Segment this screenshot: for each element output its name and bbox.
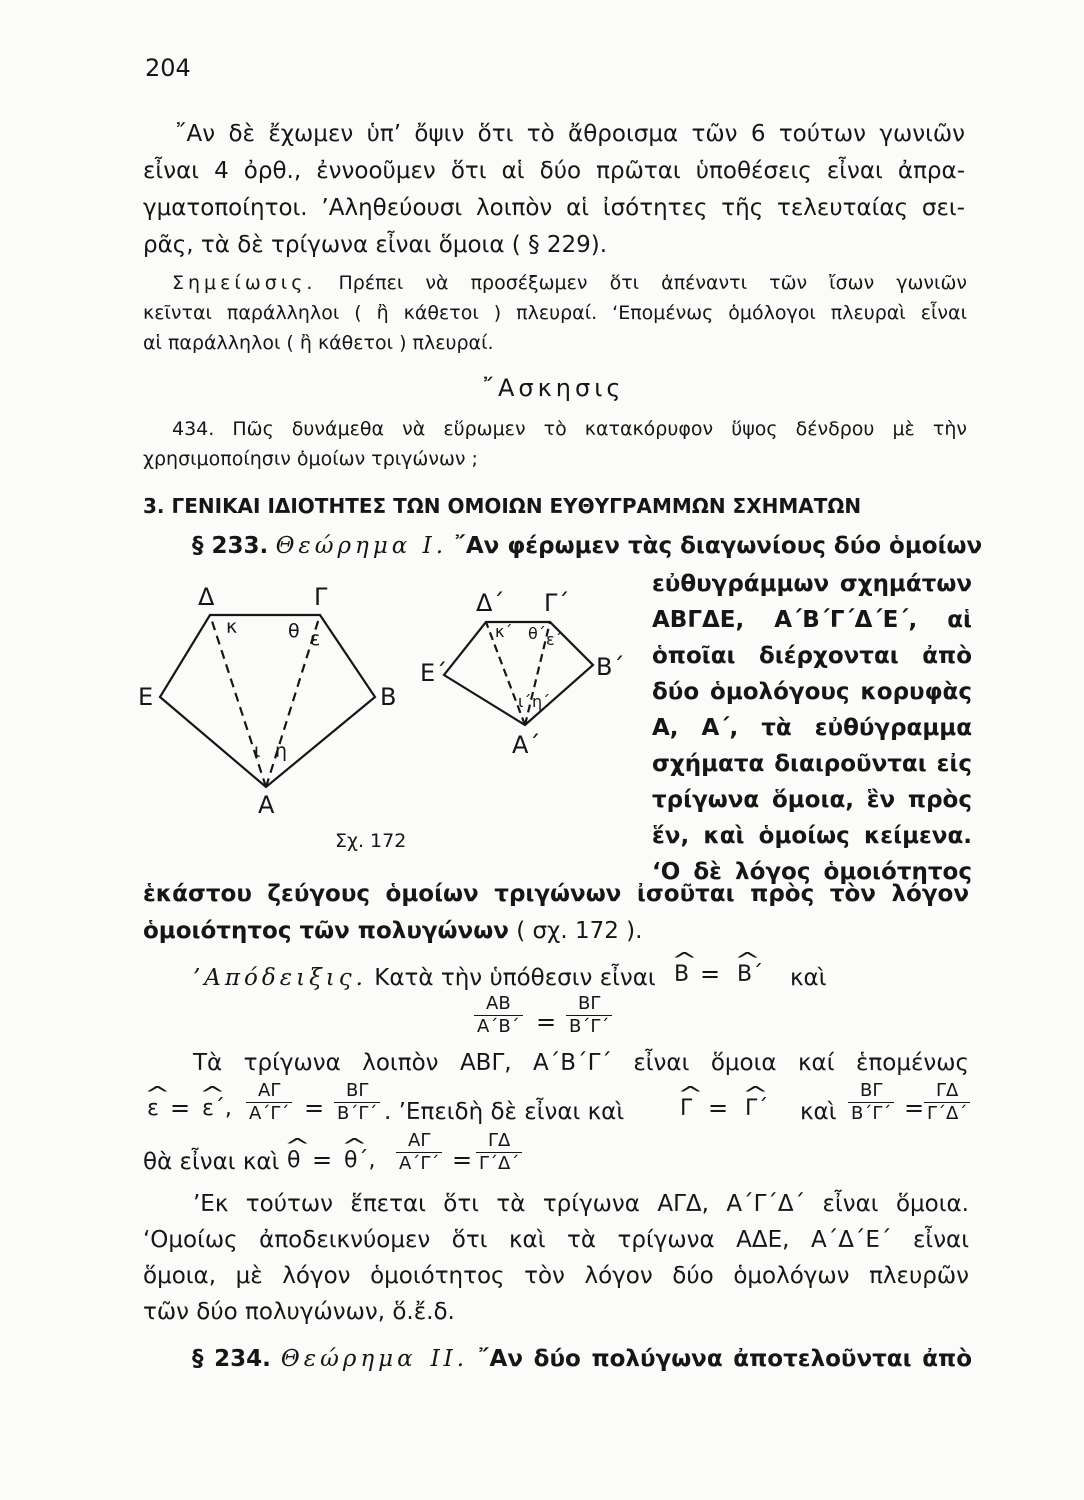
angle-label: θ΄ [528, 624, 546, 643]
fraction-bg: $\frac{B\Gamma}{B΄\Gamma΄}$ [848, 1080, 894, 1125]
angle-b-prime: ^ Β΄ [737, 962, 763, 987]
angle-label: θ [288, 620, 300, 642]
theorem-right-line: ἕν, καὶ ὁμοίως κείμενα. [652, 823, 972, 849]
theorem-line: ἑκάστου ζεύγους ὁμοίων τριγώνων ἰσοῦται πρὸς τὸν λόγον [143, 881, 969, 907]
proof-line: Τὰ τρίγωνα λοιπὸν ΑΒΓ, Α΄Β΄Γ΄ εἶναι ὅμοια καί ἑπομένως [193, 1050, 969, 1076]
theorem-line [143, 915, 642, 947]
angle-e-prime: ^ ε΄, [202, 1096, 232, 1121]
note-line: κεῖνται παράλληλοι ( ἢ κάθετοι ) πλευραί. ‘Επομένως ὁμόλογοι πλευραὶ εἶναι [143, 302, 967, 324]
angle-label: ε [310, 628, 321, 650]
vertex-label: Δ΄ [476, 589, 505, 617]
proof-line: ’Εκ τούτων ἕπεται ὅτι τὰ τρίγωνα ΑΓΔ, Α΄Γ΄Δ΄ εἶναι ὅμοια. [193, 1191, 969, 1217]
equals: = [700, 960, 721, 988]
kai-text: καὶ [790, 965, 827, 991]
equals: = [304, 1094, 325, 1122]
note-label: Σημείωσις. [172, 272, 317, 294]
fraction-gd: $\frac{\Gamma\Delta}{\Gamma΄\Delta΄}$ [476, 1130, 522, 1175]
theorem-label: Θεώρημα ΙΙ. [280, 1346, 469, 1372]
proof-text: Κατὰ τὴν ὑπόθεσιν εἶναι [374, 965, 656, 991]
theorem-right-line: Α, Α΄, τὰ εὐθύγραμμα [652, 715, 972, 741]
angle-label: ε΄ [546, 630, 563, 649]
proof-line [193, 962, 656, 994]
vertex-label: Γ΄ [544, 589, 570, 617]
note-line [172, 268, 967, 298]
vertex-label: Β΄ [596, 653, 625, 681]
exercises-heading: ῎Ασκησις [482, 374, 625, 402]
note-line: αἱ παράλληλοι ( ἢ κάθετοι ) πλευραί. [143, 332, 494, 354]
equals: = [312, 1146, 333, 1174]
angle-e: ^ ε [147, 1096, 159, 1121]
theorem-text: ῎Αν δύο πολύγωνα ἀποτελοῦνται ἀπὸ [478, 1346, 973, 1372]
figure-ref: ( σχ. 172 ). [516, 918, 643, 944]
paragraph-line: ρᾶς, τὰ δὲ τρίγωνα εἶναι ὅμοια ( § 229). [143, 232, 608, 258]
equals: = [170, 1094, 191, 1122]
angle-th-prime: ^ θ΄, [344, 1148, 375, 1173]
equals: = [536, 1008, 557, 1036]
theorem-label: Θεώρημα Ι. [275, 533, 448, 559]
theorem-right-line: δύο ὁμολόγους κορυφὰς [652, 679, 972, 705]
angle-label: η [275, 740, 288, 762]
equals: = [708, 1094, 729, 1122]
proof-line: ὅμοια, μὲ λόγον ὁμοιότητος τὸν λόγον δύο ὁμολόγων πλευρῶν [143, 1263, 969, 1289]
vertex-label: Γ [314, 583, 328, 611]
fraction-ag: $\frac{A\Gamma}{A΄\Gamma΄}$ [396, 1130, 442, 1175]
proof-line: ‘Ομοίως ἀποδεικνύομεν ὅτι καὶ τὰ τρίγωνα ΑΔΕ, Α΄Δ΄Ε΄ εἶναι [143, 1227, 969, 1253]
theorem-number: § 234. [192, 1346, 271, 1372]
paragraph-line: ῎Αν δὲ ἔχωμεν ὑπ’ ὄψιν ὅτι τὸ ἄθροισμα τῶν 6 τούτων γωνιῶν [175, 121, 965, 147]
note-text: Πρέπει νὰ προσέξωμεν ὅτι ἀπέναντι τῶν ἴσων γωνιῶν [338, 272, 967, 294]
theorem-number: § 233. [192, 533, 269, 559]
theorem-right-line: ὁποῖαι διέρχονται ἀπὸ [652, 643, 972, 669]
vertex-label: Β [380, 683, 397, 711]
proof-text: . ’Επειδὴ δὲ εἶναι καὶ [384, 1099, 625, 1125]
equals: = [904, 1094, 925, 1122]
vertex-label: Δ [198, 583, 215, 611]
theorem-line [192, 530, 983, 562]
fraction-bg: $\frac{B\Gamma}{B΄\Gamma΄}$ [334, 1080, 380, 1125]
fraction-gd: $\frac{\Gamma\Delta}{\Gamma΄\Delta΄}$ [924, 1080, 970, 1125]
theorem-right-line: τρίγωνα ὅμοια, ἓν πρὸς [652, 787, 972, 813]
proof-text: θὰ εἶναι καὶ [143, 1149, 280, 1175]
angle-label: ι΄ [518, 692, 532, 711]
angle-g-prime: ^ Γ΄ [745, 1096, 768, 1121]
vertex-label: Ε΄ [420, 659, 448, 687]
page-number: 204 [145, 54, 191, 82]
angle-label: ι [254, 740, 261, 762]
figure-caption: Σχ. 172 [335, 830, 407, 852]
angle-b: ^ Β [674, 962, 689, 987]
theorem-right-line: σχήματα διαιροῦνται εἰς [652, 751, 972, 777]
theorem-text: ὁμοιότητος τῶν πολυγώνων [143, 918, 509, 944]
exercise-line: 434. Πῶς δυνάμεθα νὰ εὕρωμεν τὸ κατακόρυφον ὕψος δένδρου μὲ τὴν [172, 418, 967, 440]
angle-th: ^ θ [287, 1148, 300, 1173]
angle-label: κ΄ [495, 622, 513, 641]
proof-label: ’Απόδειξις. [193, 965, 367, 991]
fraction-ag: $\frac{A\Gamma}{A΄\Gamma΄}$ [246, 1080, 292, 1125]
theorem-right-line: ΑΒΓΔΕ, Α΄Β΄Γ΄Δ΄Ε΄, αἱ [652, 607, 972, 633]
kai-text: καὶ [800, 1099, 837, 1125]
vertex-label: Α [258, 791, 275, 819]
paragraph-line: γματοποίητοι. ’Αληθεύουσι λοιπὸν αἱ ἰσότητες τῆς τελευταίας σει- [143, 195, 965, 221]
vertex-label: Α΄ [512, 731, 541, 759]
figure-172 [130, 575, 640, 855]
polygon-abgde [160, 615, 375, 787]
angle-label: κ [226, 616, 238, 638]
vertex-label: Ε [138, 683, 154, 711]
equals: = [452, 1146, 473, 1174]
angle-label: η΄ [532, 692, 551, 711]
exercise-line: χρησιμοποίησιν ὁμοίων τριγώνων ; [143, 448, 478, 470]
theorem-right-line: εὐθυγράμμων σχημάτων [652, 571, 972, 597]
fraction-ab: $\frac{AB}{A΄B΄}$ [474, 993, 523, 1038]
paragraph-line: εἶναι 4 ὀρθ., ἐννοοῦμεν ὅτι αἱ δύο πρῶται ὑποθέσεις εἶναι ἀπρα- [143, 158, 965, 184]
theorem-text: ῎Αν φέρωμεν τὰς διαγωνίους δύο ὁμοίων [454, 533, 983, 559]
angle-g: ^ Γ [680, 1096, 692, 1121]
section-heading: 3. ΓΕΝΙΚΑΙ ΙΔΙΟΤΗΤΕΣ ΤΩΝ ΟΜΟΙΩΝ ΕΥΘΥΓΡΑΜΜΩΝ ΣΧΗΜΑΤΩΝ [143, 494, 862, 518]
theorem-right-line: ‘Ο δὲ λόγος ὁμοιότητος [652, 859, 972, 885]
theorem-line [192, 1343, 972, 1375]
fraction-bg: $\frac{B\Gamma}{B΄\Gamma΄}$ [566, 993, 612, 1038]
proof-line: τῶν δύο πολυγώνων, ὅ.ἔ.δ. [143, 1299, 455, 1325]
